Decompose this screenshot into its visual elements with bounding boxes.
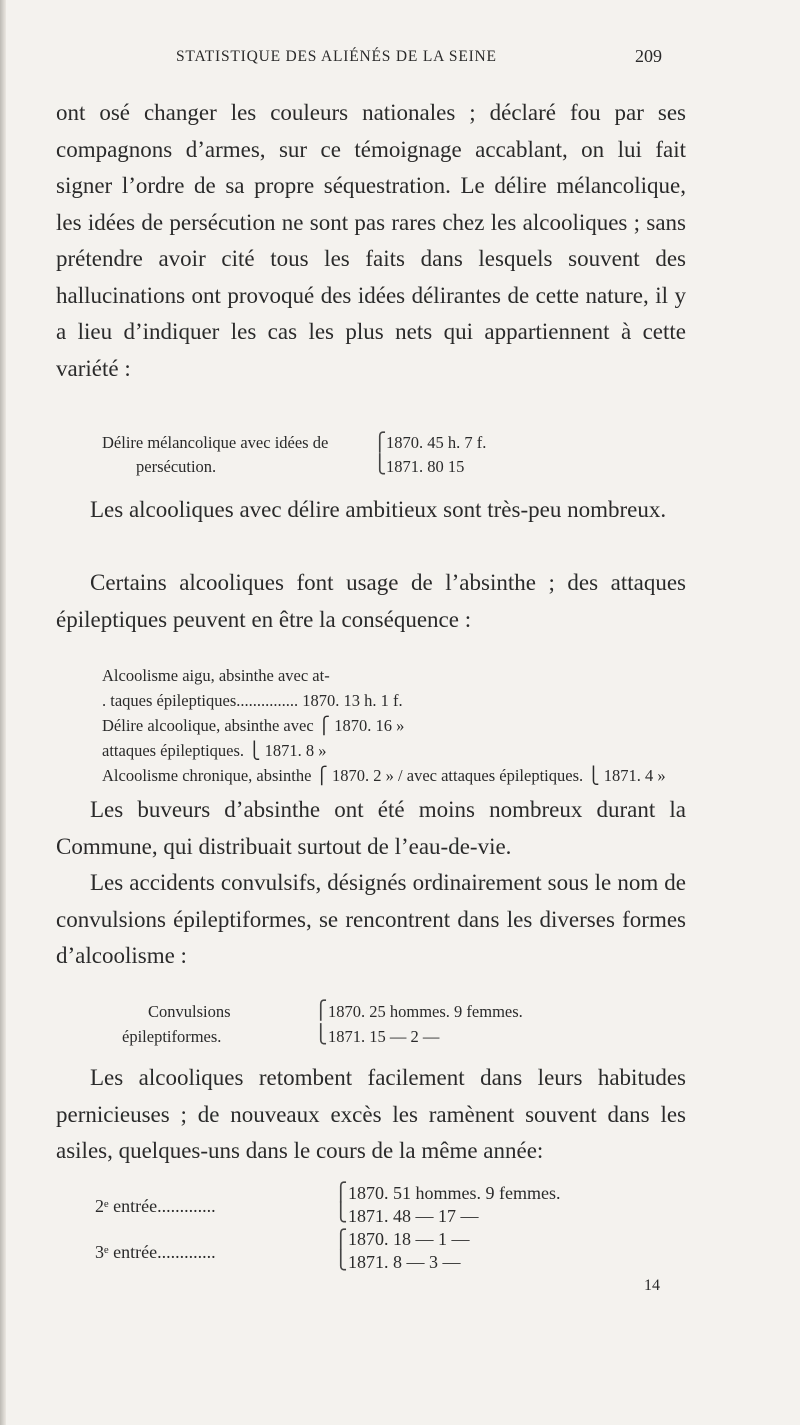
paragraph-4: Les buveurs d’absinthe ont été moins nombreux durant la Commune, qui distribuait surtout de l’eau-de-vie. xyxy=(56,797,686,859)
t3-row-2: 1871. 15 — 2 — xyxy=(328,1027,440,1046)
t1-brace: ⎧ xyxy=(373,432,387,452)
t4-row-4: 1871. 8 — 3 — xyxy=(348,1252,461,1272)
t3-label-2: épileptiformes. xyxy=(122,1027,222,1046)
paragraph-3: Certains alcooliques font usage de l’absinthe ; des attaques épileptiques peuvent en être la conséquence : xyxy=(56,570,686,632)
t2-line-2: . taques épileptiques............... 1870. 13 h. 1 f. xyxy=(102,691,403,710)
t1-brace-lower: ⎩ xyxy=(373,454,387,474)
t3-row-1: 1870. 25 hommes. 9 femmes. xyxy=(328,1002,523,1021)
t4-brace-1: ⎧ xyxy=(334,1182,348,1202)
t4-entry-2: 2ᵉ entrée............. xyxy=(95,1196,216,1216)
t2-line-1: Alcoolisme aigu, absinthe avec at- xyxy=(102,666,330,685)
paragraph-5: Les accidents convulsifs, désignés ordinairement sous le nom de convulsions épileptiformes, se rencontrent dans les diverses formes d’alcoolisme : xyxy=(56,870,686,968)
running-title: STATISTIQUE DES ALIÉNÉS DE LA SEINE xyxy=(176,48,497,65)
paragraph-2: Les alcooliques avec délire ambitieux sont très-peu nombreux. xyxy=(90,497,667,522)
t4-brace-1-lower: ⎩ xyxy=(334,1202,348,1222)
t1-label-line-2: persécution. xyxy=(136,457,217,476)
t1-row-1: 1870. 45 h. 7 f. xyxy=(386,433,487,452)
t4-brace-2: ⎧ xyxy=(334,1229,348,1249)
t3-brace: ⎧ xyxy=(314,1000,328,1020)
t4-row-3: 1870. 18 — 1 — xyxy=(348,1229,470,1249)
paragraph-1: ont osé changer les couleurs nationales ; déclaré fou par ses compagnons d’armes, sur ce témoignage accablant, on lui fait signer l’ordre de sa propre séquestration. Le délire mélancolique, les idées de persécution ne sont pas rares chez les alcooliques ; sans prétendre avoir cité tous les faits dans lesquels souvent des hallucinations ont provoqué des idées délirantes de cette nature, il y a lieu d’indiquer les cas les plus nets qui appartiennent à cette variété : xyxy=(56,100,686,381)
t3-label-1: Convulsions xyxy=(148,1002,231,1021)
t4-row-2: 1871. 48 — 17 — xyxy=(348,1206,479,1226)
paragraph-6: Les alcooliques retombent facilement dans leurs habitudes pernicieuses ; de nouveaux excès les ramènent souvent dans les asiles, quelques-uns dans le cours de la même année: xyxy=(56,1065,686,1163)
signature-mark: 14 xyxy=(644,1277,660,1294)
t1-row-2: 1871. 80 15 xyxy=(386,457,465,476)
page-number: 209 xyxy=(635,46,662,66)
t4-row-1: 1870. 51 hommes. 9 femmes. xyxy=(348,1183,561,1203)
t4-entry-3: 3ᵉ entrée............. xyxy=(95,1242,216,1262)
t2-line-5: Alcoolisme chronique, absinthe ⎧ 1870. 2 » / avec attaques épileptiques. ⎩ 1871. 4 » xyxy=(102,766,666,785)
t2-line-4: attaques épileptiques. ⎩ 1871. 8 » xyxy=(102,741,327,760)
t1-label-line-1: Délire mélancolique avec idées de xyxy=(102,433,329,452)
t4-brace-2-lower: ⎩ xyxy=(334,1250,348,1270)
t2-line-3: Délire alcoolique, absinthe avec ⎧ 1870. 16 » xyxy=(102,716,405,735)
t3-brace-lower: ⎩ xyxy=(314,1024,328,1044)
binding-edge xyxy=(0,0,6,1425)
